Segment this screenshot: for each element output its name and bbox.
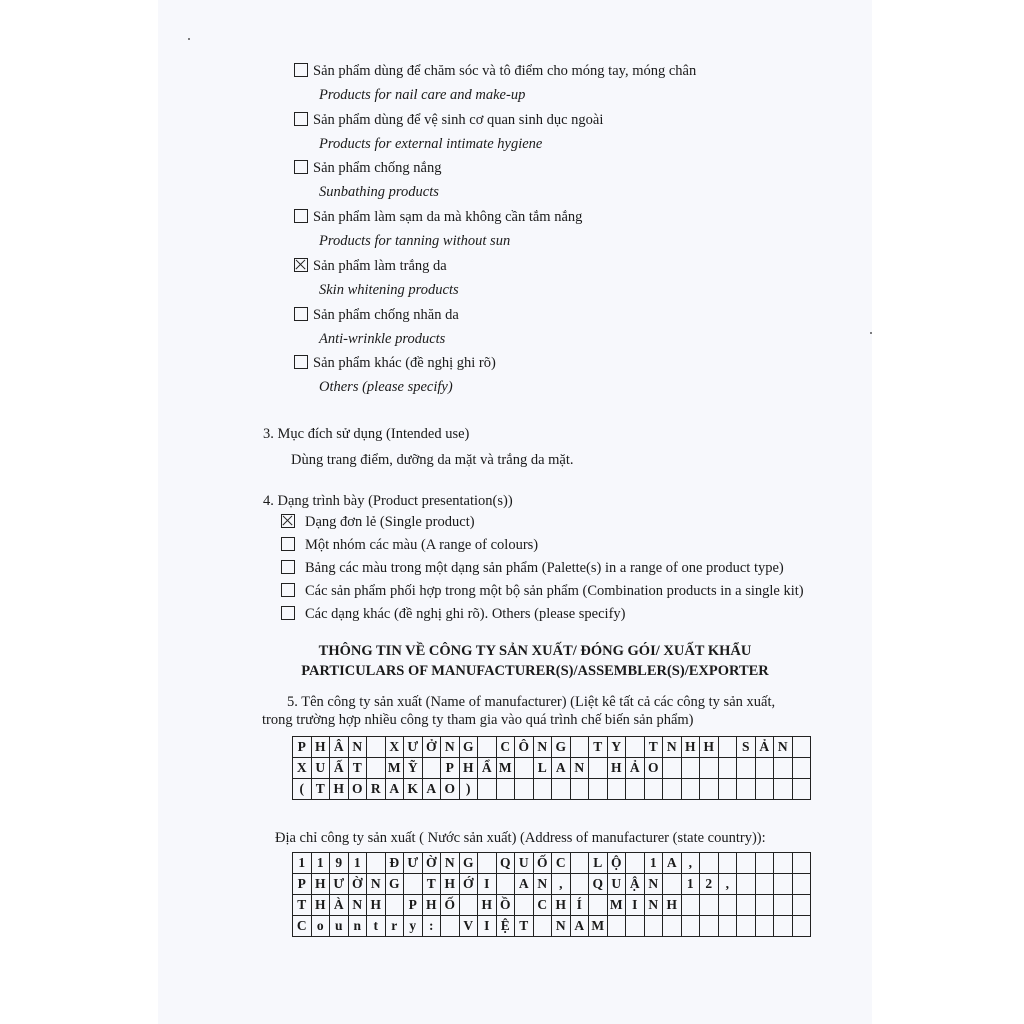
char-cell: L [533,758,552,779]
char-cell: Ố [533,853,552,874]
presentation-option-label: Các dạng khác (đề nghị ghi rõ). Others (please specify) [305,606,626,622]
char-cell [496,779,515,800]
char-cell: , [718,874,737,895]
presentation-option [281,560,784,577]
char-cell: U [515,853,534,874]
char-cell: N [348,895,367,916]
char-cell: M [496,758,515,779]
char-cell: N [533,737,552,758]
char-cell [626,779,645,800]
char-cell [737,895,756,916]
char-cell: H [681,737,700,758]
char-cell: M [589,916,608,937]
char-cell: Q [496,853,515,874]
char-cell: Ồ [496,895,515,916]
char-cell [626,737,645,758]
char-cell: H [330,779,349,800]
char-cell [737,874,756,895]
char-cell: N [441,853,460,874]
char-cell [700,758,719,779]
char-cell: G [459,853,478,874]
char-cell: N [570,758,589,779]
char-cell: Ở [422,737,441,758]
manufacturer-address-row [293,874,811,895]
char-cell: A [552,758,571,779]
char-cell: P [293,874,312,895]
char-cell [700,916,719,937]
char-cell [663,779,682,800]
char-cell: Ờ [422,853,441,874]
checkbox-icon[interactable] [281,606,295,620]
char-cell: Ộ [607,853,626,874]
char-cell [774,895,793,916]
char-cell: C [533,895,552,916]
char-cell: T [515,916,534,937]
char-cell [589,758,608,779]
char-cell [792,916,811,937]
char-cell: U [607,874,626,895]
char-cell: N [441,737,460,758]
char-cell: P [404,895,423,916]
checkbox-icon[interactable] [294,307,308,321]
manufacturer-name-grid [292,736,811,800]
char-cell [441,916,460,937]
char-cell [792,737,811,758]
presentation-option [281,583,804,600]
char-cell: T [589,737,608,758]
char-cell [792,853,811,874]
char-cell: Đ [385,853,404,874]
char-cell [700,895,719,916]
char-cell [663,916,682,937]
char-cell [607,779,626,800]
char-cell [570,779,589,800]
category-label-en: Sunbathing products [319,184,439,201]
char-cell: u [330,916,349,937]
section-heading-vi: THÔNG TIN VỀ CÔNG TY SẢN XUẤT/ ĐÓNG GÓI/ XUẤT KHẨU [318,643,752,659]
manufacturer-address-grid [292,852,811,937]
char-cell [570,737,589,758]
char-cell: N [663,737,682,758]
char-cell: T [422,874,441,895]
category-label-en: Products for nail care and make-up [319,87,526,103]
char-cell [589,895,608,916]
scan-speck [188,38,190,40]
char-cell: t [367,916,386,937]
category-item [294,209,582,226]
manufacturer-address-row [293,916,811,937]
checkbox-icon[interactable] [281,583,295,597]
char-cell: H [311,874,330,895]
char-cell: N [552,916,571,937]
char-cell [774,853,793,874]
char-cell: T [348,758,367,779]
char-cell: Ẩ [478,758,497,779]
char-cell: 1 [348,853,367,874]
char-cell: N [774,737,793,758]
char-cell: Ư [404,737,423,758]
char-cell: X [293,758,312,779]
char-cell: Ệ [496,916,515,937]
char-cell [626,853,645,874]
char-cell: 1 [644,853,663,874]
category-label-vi: Sản phẩm dùng để vệ sinh cơ quan sinh dục ngoài [313,111,604,128]
char-cell: H [607,758,626,779]
category-label-en: Products for external intimate hygiene [319,135,543,152]
char-cell: A [515,874,534,895]
char-cell [681,916,700,937]
char-cell: N [348,737,367,758]
char-cell: C [293,916,312,937]
category-label-en: Skin whitening products [319,281,459,298]
char-cell [367,737,386,758]
category-label-en: Anti-wrinkle products [319,330,446,347]
category-label-vi: Sản phẩm làm sạm da mà không cần tắm nắng [313,209,583,226]
char-cell: ) [459,779,478,800]
char-cell: Â [330,737,349,758]
category-label-vi: Sản phẩm chống nắng [313,160,442,177]
char-cell: H [441,874,460,895]
char-cell: N [644,874,663,895]
char-cell [755,916,774,937]
char-cell [552,779,571,800]
char-cell [718,895,737,916]
char-cell [681,758,700,779]
char-cell [737,853,756,874]
char-cell [755,779,774,800]
char-cell [515,779,534,800]
char-cell [570,874,589,895]
char-cell: A [422,779,441,800]
char-cell: , [552,874,571,895]
char-cell: V [459,916,478,937]
char-cell: H [422,895,441,916]
char-cell: H [367,895,386,916]
char-cell: Q [589,874,608,895]
char-cell: O [644,758,663,779]
manufacturer-name-row [293,779,811,800]
checked-box-icon[interactable] [294,258,308,272]
char-cell: R [367,779,386,800]
category-label-en: Products for tanning without sun [319,233,511,250]
char-cell: 2 [700,874,719,895]
char-cell [755,758,774,779]
category-label-vi: Sản phẩm dùng để chăm sóc và tô điểm cho móng tay, móng chân [313,63,697,79]
char-cell [496,874,515,895]
presentation-option-label: Các sản phẩm phối hợp trong một bộ sản phẩm (Combination products in a single kit) [305,583,804,599]
char-cell: ( [293,779,312,800]
char-cell: P [441,758,460,779]
char-cell: I [626,895,645,916]
char-cell [515,895,534,916]
char-cell: S [737,737,756,758]
char-cell: H [311,737,330,758]
char-cell: A [385,779,404,800]
char-cell: I [478,874,497,895]
char-cell: L [589,853,608,874]
checkbox-icon[interactable] [294,63,308,77]
char-cell [478,779,497,800]
char-cell [792,895,811,916]
char-cell: Ỹ [404,758,423,779]
category-label-vi: Sản phẩm khác (đề nghị ghi rõ) [313,355,496,372]
category-label-vi: Sản phẩm chống nhăn da [313,306,459,323]
intended-use-value: Dùng trang điểm, dưỡng da mặt và trắng da mặt. [291,452,574,468]
char-cell [737,779,756,800]
char-cell: Ô [515,737,534,758]
char-cell [570,853,589,874]
char-cell [792,758,811,779]
char-cell: N [644,895,663,916]
char-cell [515,758,534,779]
char-cell [459,895,478,916]
char-cell [626,916,645,937]
char-cell [663,758,682,779]
char-cell: y [404,916,423,937]
char-cell: H [552,895,571,916]
char-cell [718,779,737,800]
char-cell [755,874,774,895]
char-cell [774,758,793,779]
char-cell [478,737,497,758]
char-cell: A [570,916,589,937]
char-cell: T [293,895,312,916]
char-cell: 1 [681,874,700,895]
char-cell: n [348,916,367,937]
char-cell [367,853,386,874]
char-cell: N [367,874,386,895]
char-cell: , [681,853,700,874]
char-cell: Ả [755,737,774,758]
char-cell: Ố [441,895,460,916]
char-cell [700,779,719,800]
char-cell [589,779,608,800]
char-cell: T [644,737,663,758]
manufacturer-address-row [293,853,811,874]
char-cell [533,916,552,937]
char-cell: Ậ [626,874,645,895]
char-cell: Ư [404,853,423,874]
presentation-option [281,514,475,531]
char-cell: U [311,758,330,779]
char-cell [792,874,811,895]
manufacturer-name-label: 5. Tên công ty sản xuất (Name of manufacturer) (Liệt kê tất cả các công ty sản xuất, [287,694,776,710]
char-cell [644,916,663,937]
char-cell: H [663,895,682,916]
category-item [294,258,447,275]
char-cell [774,916,793,937]
manufacturer-address-row [293,895,811,916]
char-cell: À [330,895,349,916]
char-cell: C [552,853,571,874]
char-cell [792,779,811,800]
char-cell: o [311,916,330,937]
char-cell: M [607,895,626,916]
char-cell [478,853,497,874]
char-cell: Í [570,895,589,916]
char-cell: G [459,737,478,758]
char-cell [774,874,793,895]
char-cell: X [385,737,404,758]
checkbox-icon[interactable] [281,560,295,574]
char-cell: G [385,874,404,895]
checkbox-icon[interactable] [294,112,308,126]
category-item [294,160,441,177]
category-item [294,112,603,129]
char-cell [737,916,756,937]
char-cell: Ờ [348,874,367,895]
char-cell: M [385,758,404,779]
char-cell: Ả [626,758,645,779]
char-cell: 1 [311,853,330,874]
char-cell [681,779,700,800]
char-cell [718,853,737,874]
char-cell: 1 [293,853,312,874]
char-cell [718,916,737,937]
char-cell [755,853,774,874]
char-cell: C [496,737,515,758]
presentation-option-label: Dạng đơn lẻ (Single product) [305,514,475,530]
char-cell: O [348,779,367,800]
checkbox-icon[interactable] [294,355,308,369]
category-label-vi: Sản phẩm làm trắng da [313,257,447,274]
char-cell: T [311,779,330,800]
category-item [294,355,496,372]
char-cell: A [663,853,682,874]
presentation-option [281,606,626,623]
char-cell: H [311,895,330,916]
category-item [294,63,696,80]
manufacturer-name-label-cont: trong trường hợp nhiều công ty tham gia vào quá trình chế biến sản phẩm) [262,712,694,728]
section-heading-en: PARTICULARS OF MANUFACTURER(S)/ASSEMBLER(S)/EXPORTER [301,663,769,679]
char-cell: Ư [330,874,349,895]
manufacturer-name-row [293,737,811,758]
char-cell [422,758,441,779]
manufacturer-name-row [293,758,811,779]
char-cell [718,758,737,779]
char-cell: O [441,779,460,800]
char-cell: 9 [330,853,349,874]
char-cell [404,874,423,895]
char-cell [681,895,700,916]
char-cell [367,758,386,779]
category-item [294,307,459,324]
presentation-label: 4. Dạng trình bày (Product presentation(s)) [263,493,513,509]
char-cell [385,895,404,916]
presentation-option [281,537,538,554]
checked-box-icon[interactable] [281,514,295,528]
char-cell: H [700,737,719,758]
char-cell: r [385,916,404,937]
char-cell [755,895,774,916]
checkbox-icon[interactable] [294,209,308,223]
char-cell: Y [607,737,626,758]
char-cell [663,874,682,895]
char-cell: I [478,916,497,937]
char-cell: P [293,737,312,758]
category-label-en: Others (please specify) [319,379,453,396]
intended-use-label: 3. Mục đích sử dụng (Intended use) [263,426,470,442]
checkbox-icon[interactable] [294,160,308,174]
char-cell [737,758,756,779]
manufacturer-address-label: Địa chỉ công ty sản xuất ( Nước sản xuất) (Address of manufacturer (state country)): [275,830,766,846]
char-cell: Ớ [459,874,478,895]
char-cell [607,916,626,937]
scan-speck [870,332,872,334]
char-cell: : [422,916,441,937]
char-cell [533,779,552,800]
char-cell: K [404,779,423,800]
char-cell: N [533,874,552,895]
char-cell: H [478,895,497,916]
char-cell [774,779,793,800]
presentation-option-label: Bảng các màu trong một dạng sản phẩm (Palette(s) in a range of one product type) [305,560,784,576]
char-cell [644,779,663,800]
char-cell: Ấ [330,758,349,779]
char-cell: G [552,737,571,758]
char-cell [700,853,719,874]
presentation-option-label: Một nhóm các màu (A range of colours) [305,537,539,553]
checkbox-icon[interactable] [281,537,295,551]
char-cell [718,737,737,758]
char-cell: H [459,758,478,779]
